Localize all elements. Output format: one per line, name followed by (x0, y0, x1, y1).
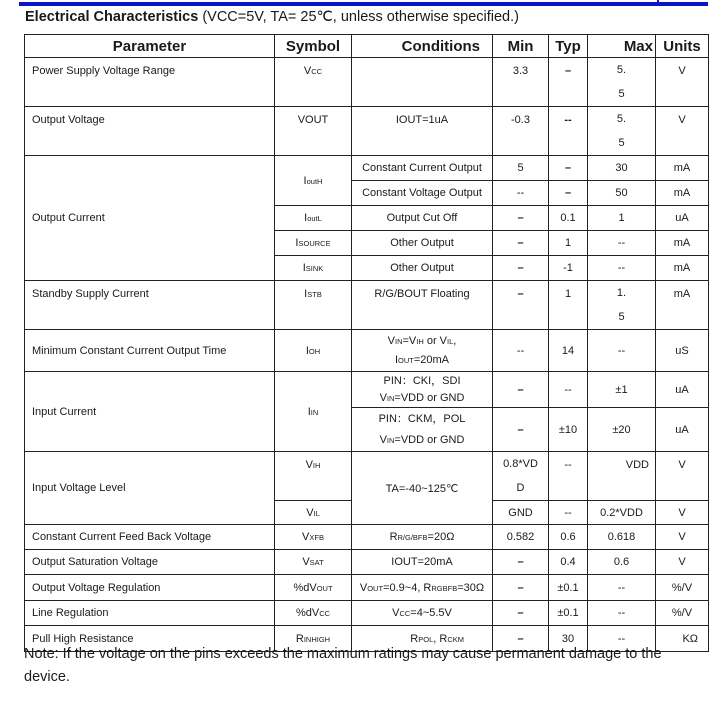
max-cell: ±1 (588, 372, 656, 408)
unit-cell: V (656, 107, 709, 156)
symbol-sub: OH (308, 346, 321, 356)
symbol-sub: SOURCE (298, 239, 331, 248)
typ-cell: 0.4 (549, 550, 588, 575)
symbol-sub: IN (310, 407, 319, 417)
cond-sub: CC (399, 609, 411, 618)
cond-text: =4~5.5V (410, 607, 452, 619)
typ-cell: ±0.1 (549, 601, 588, 626)
param-cell: Output Current (25, 156, 275, 281)
cond-text: or V (423, 334, 447, 347)
footnote: Note: If the voltage on the pins exceeds the maximum ratings may cause permanent damage to the device. (24, 646, 662, 685)
symbol-sub: outH (306, 176, 323, 186)
typ-cell: -- (549, 501, 588, 525)
symbol-cell: VOUT (275, 107, 352, 156)
symbol-cell (275, 550, 352, 575)
unit-cell: mA (656, 256, 709, 281)
header-accent-bar (19, 2, 708, 6)
max-cell: -- (588, 330, 656, 372)
min-cell: -- (493, 330, 549, 372)
col-header-min: Min (493, 35, 549, 58)
conditions-cell (352, 330, 493, 372)
cond-text: V (387, 334, 395, 347)
param-cell: Input Voltage Level (25, 452, 275, 525)
condition-line-1: PIN：CKM，POL (378, 412, 466, 425)
section-title (25, 9, 519, 25)
cond-sub: R/G/BFB (397, 533, 428, 542)
max-cell: -- (588, 626, 656, 652)
symbol-cell (275, 525, 352, 550)
unit-cell: %/V (656, 575, 709, 601)
max-cell: -- (588, 601, 656, 626)
unit-cell: KΩ (656, 626, 709, 652)
min-cell: 0.582 (493, 525, 549, 550)
col-header-max: Max (588, 35, 656, 58)
symbol-sub: CC (319, 609, 331, 618)
conditions-cell (352, 408, 493, 452)
table-row (25, 550, 709, 575)
symbol-main: I (302, 262, 306, 274)
unit-cell: V (656, 58, 709, 107)
symbol-sub: SAT (309, 558, 324, 567)
unit-cell: uA (656, 372, 709, 408)
cond-sub: IN (386, 393, 395, 403)
symbol-main: %dV (293, 581, 317, 594)
param-cell: Output Voltage Regulation (25, 575, 275, 601)
max-cell (588, 281, 656, 330)
typ-cell: – (549, 181, 588, 206)
symbol-cell (275, 575, 352, 601)
cond-sub: POL (418, 634, 434, 644)
max-cell: -- (588, 231, 656, 256)
max-cell: ±20 (588, 408, 656, 452)
symbol-sub: XFB (309, 533, 324, 542)
symbol-cell (275, 372, 352, 452)
unit-cell: uS (656, 330, 709, 372)
table-row (25, 525, 709, 550)
min-cell: – (493, 281, 549, 330)
unit-cell: mA (656, 181, 709, 206)
typ-cell: 1 (549, 281, 588, 330)
symbol-main: I (307, 405, 311, 418)
unit-cell: uA (656, 408, 709, 452)
section-title-conditions: (VCC=5V, TA= 25℃, unless otherwise specified.) (198, 9, 519, 25)
max-cell: -- (588, 256, 656, 281)
col-header-units: Units (656, 35, 709, 58)
param-cell: Output Voltage (25, 107, 275, 156)
symbol-main: V (302, 531, 310, 543)
cond-sub: OUT (367, 583, 384, 593)
symbol-main: V (306, 506, 314, 519)
symbol-main: I (305, 344, 309, 357)
condition-line-1 (352, 332, 492, 351)
cond-text: =VDD or GND (394, 433, 465, 446)
max-line-1: 5. (616, 64, 627, 76)
max-line-2: 5 (618, 88, 625, 100)
typ-cell: -- (549, 372, 588, 408)
symbol-main: V (305, 459, 313, 471)
conditions-cell: Output Cut Off (352, 206, 493, 231)
table-row (25, 372, 709, 408)
symbol-cell (275, 231, 352, 256)
min-line-2: D (516, 482, 525, 494)
min-cell: – (493, 206, 549, 231)
param-cell: Input Current (25, 372, 275, 452)
symbol-main: R (295, 632, 304, 645)
conditions-cell (352, 575, 493, 601)
table-row (25, 452, 709, 501)
min-cell: – (493, 575, 549, 601)
cond-text: V (379, 391, 387, 404)
min-cell: – (493, 550, 549, 575)
cond-text: I (394, 353, 399, 366)
conditions-cell: Other Output (352, 256, 493, 281)
symbol-sub: IL (313, 508, 320, 518)
max-line-1: 5. (616, 113, 627, 125)
symbol-cell (275, 281, 352, 330)
max-cell: 0.6 (588, 550, 656, 575)
param-cell: Output Saturation Voltage (25, 550, 275, 575)
max-line-2: 5 (618, 137, 625, 149)
min-cell (493, 452, 549, 501)
symbol-cell (275, 206, 352, 231)
min-cell: – (493, 256, 549, 281)
col-header-typ: Typ (549, 35, 588, 58)
unit-cell: uA (656, 206, 709, 231)
symbol-sub: OUT (316, 583, 333, 593)
symbol-main: V (303, 65, 312, 77)
unit-cell: V (656, 550, 709, 575)
cond-text: R (389, 531, 398, 543)
unit-cell: %/V (656, 601, 709, 626)
conditions-cell: IOUT=1uA (352, 107, 493, 156)
symbol-main: I (295, 237, 299, 249)
cond-sub: RGBFB (431, 583, 458, 593)
table-row (25, 601, 709, 626)
table-row (25, 156, 709, 181)
cond-sub: IN (386, 435, 395, 445)
max-cell: -- (588, 575, 656, 601)
electrical-characteristics-table (24, 34, 709, 652)
param-cell: Pull High Resistance (25, 626, 275, 652)
max-cell: 50 (588, 181, 656, 206)
param-cell: Constant Current Feed Back Voltage (25, 525, 275, 550)
symbol-main: I (303, 174, 307, 187)
symbol-cell (275, 330, 352, 372)
min-cell: -0.3 (493, 107, 549, 156)
typ-cell: – (549, 58, 588, 107)
cond-text: =30Ω (457, 581, 485, 594)
symbol-cell (275, 256, 352, 281)
table-row (25, 281, 709, 330)
symbol-sub: STB (307, 290, 322, 299)
symbol-main: V (302, 556, 310, 568)
table-row (25, 58, 709, 107)
col-header-symbol: Symbol (275, 35, 352, 58)
symbol-cell (275, 58, 352, 107)
max-cell: 30 (588, 156, 656, 181)
symbol-cell (275, 156, 352, 206)
min-cell: – (493, 601, 549, 626)
cond-sub: IL (447, 336, 454, 346)
conditions-cell: Constant Current Output (352, 156, 493, 181)
symbol-sub: outL (307, 214, 322, 223)
max-cell: 0.618 (588, 525, 656, 550)
section-title-bold: Electrical Characteristics (25, 9, 199, 25)
cond-text: , (453, 334, 457, 347)
typ-cell: -1 (549, 256, 588, 281)
symbol-sub: IH (312, 461, 321, 470)
cond-sub: IN (395, 336, 403, 346)
table-row (25, 330, 709, 372)
symbol-cell (275, 501, 352, 525)
cond-text: V (392, 607, 400, 619)
param-cell: Power Supply Voltage Range (25, 58, 275, 107)
condition-line-2 (352, 430, 492, 451)
param-cell: Standby Supply Current (25, 281, 275, 330)
typ-cell: 0.6 (549, 525, 588, 550)
cond-sub: CKM (447, 634, 464, 644)
max-cell: 0.2*VDD (588, 501, 656, 525)
param-cell: Line Regulation (25, 601, 275, 626)
cond-text: =VDD or GND (394, 391, 465, 404)
col-header-parameter: Parameter (25, 35, 275, 58)
cond-text: =0.9~4, R (383, 581, 432, 594)
conditions-cell (352, 372, 493, 408)
typ-cell: 1 (549, 231, 588, 256)
cond-text: =20mA (413, 353, 450, 366)
unit-cell: V (656, 452, 709, 501)
cond-sub: OUT (398, 355, 414, 365)
min-cell: – (493, 408, 549, 452)
min-cell: GND (493, 501, 549, 525)
symbol-main: I (304, 288, 308, 300)
max-cell: 1 (588, 206, 656, 231)
condition-line-1: PIN：CKI，SDI (383, 374, 461, 387)
min-line-1: 0.8*VD (503, 458, 538, 470)
max-line-2: 5 (618, 311, 625, 323)
header-accent-mark (657, 0, 659, 3)
min-cell: – (493, 626, 549, 652)
typ-cell: ±10 (549, 408, 588, 452)
unit-cell: V (656, 525, 709, 550)
unit-cell: mA (656, 231, 709, 256)
conditions-cell: IOUT=20mA (352, 550, 493, 575)
typ-cell: 0.1 (549, 206, 588, 231)
symbol-main: %dV (295, 607, 320, 619)
conditions-cell: R/G/BOUT Floating (352, 281, 493, 330)
unit-cell: V (656, 501, 709, 525)
conditions-cell: Other Output (352, 231, 493, 256)
symbol-cell (275, 452, 352, 501)
conditions-cell (352, 58, 493, 107)
typ-cell: 30 (549, 626, 588, 652)
col-header-conditions: Conditions (352, 35, 493, 58)
max-cell (588, 107, 656, 156)
min-cell: – (493, 372, 549, 408)
max-cell (588, 58, 656, 107)
unit-cell: mA (656, 156, 709, 181)
max-cell: VDD (588, 452, 656, 501)
symbol-sub: SINK (305, 264, 324, 273)
table-header-row (25, 35, 709, 58)
typ-cell: -- (549, 107, 588, 156)
cond-text: =V (402, 334, 417, 347)
table-row (25, 575, 709, 601)
cond-text: R (410, 632, 419, 645)
typ-cell: ±0.1 (549, 575, 588, 601)
cond-text: V (379, 433, 387, 446)
symbol-sub: CC (311, 67, 323, 76)
symbol-main: I (304, 212, 308, 224)
min-cell: 5 (493, 156, 549, 181)
symbol-sub: INHIGH (303, 634, 331, 644)
cond-sub: IH (416, 336, 424, 346)
condition-line-2 (352, 390, 492, 407)
min-cell: – (493, 231, 549, 256)
cond-text: =20Ω (427, 531, 455, 543)
cond-text: V (359, 581, 368, 594)
typ-cell: 14 (549, 330, 588, 372)
param-cell: Minimum Constant Current Output Time (25, 330, 275, 372)
conditions-cell: TA=-40~125℃ (352, 452, 493, 525)
unit-cell: mA (656, 281, 709, 330)
conditions-cell: Constant Voltage Output (352, 181, 493, 206)
typ-cell: – (549, 156, 588, 181)
condition-line-2 (352, 351, 492, 370)
typ-cell: -- (549, 452, 588, 501)
min-cell: 3.3 (493, 58, 549, 107)
min-cell: -- (493, 181, 549, 206)
conditions-cell (352, 601, 493, 626)
cond-text: , R (433, 632, 448, 645)
max-line-1: 1. (616, 287, 627, 299)
conditions-cell (352, 525, 493, 550)
table-row (25, 107, 709, 156)
symbol-cell (275, 601, 352, 626)
